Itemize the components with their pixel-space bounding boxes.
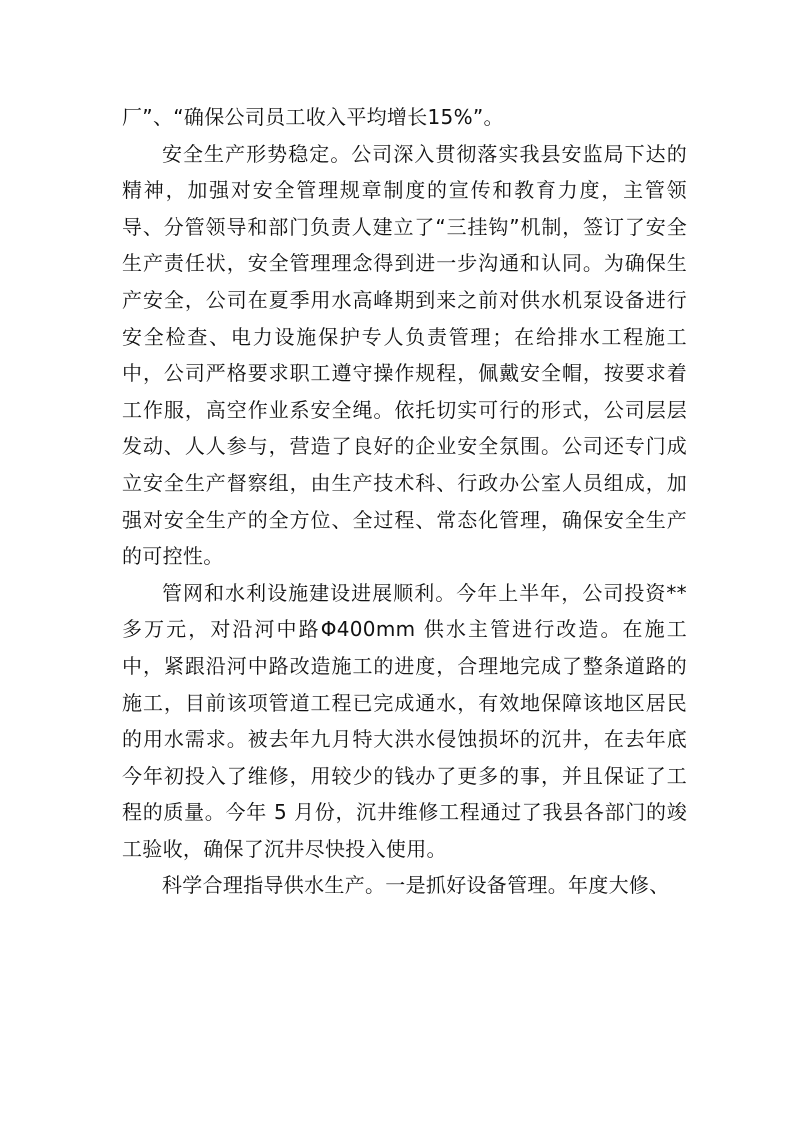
paragraph-water-supply: 科学合理指导供水生产。一是抓好设备管理。年度大修、	[162, 873, 670, 898]
paragraph-continuation: 厂”、“确保公司员工收入平均增长15%”。	[122, 105, 504, 129]
paragraph-safety-production: 安全生产形势稳定。公司深入贯彻落实我县安监局下达的精神，加强对安全管理规章制度的宣传和教育力度，主管领导、分管领导和部门负责人建立了“三挂钩”机制，签订了安全生产责任状，安全管理理念得到进一步沟通和认同。为确保生产安全，公司在夏季用水高峰期到来之前对供水机泵设备进行安全检查、电力设施保护专人负责管理；在给排水工程施工中，公司严格要求职工遵守操作规程，佩戴安全帽，按要求着工作服，高空作业系安全绳。依托切实可行的形式，公司层层发动、人人参与，营造了良好的企业安全氛围。公司还专门成立安全生产督察组，由生产技术科、行政办公室人员组成，加强对安全生产的全方位、全过程、常态化管理，确保安全生产的可控性。	[122, 141, 687, 569]
document-body	[122, 99, 687, 904]
paragraph-pipe-network: 管网和水利设施建设进展顺利。今年上半年，公司投资**多万元，对沿河中路Φ400mm 供水主管进行改造。在施工中，紧跟沿河中路改造施工的进度，合理地完成了整条道路的施工，目前该项管道工程已完成通水，有效地保障该地区居民的用水需求。被去年九月特大洪水侵蚀损坏的沉井，在去年底今年初投入了维修，用较少的钱办了更多的事，并且保证了工程的质量。今年 5 月份，沉井维修工程通过了我县各部门的竣工验收，确保了沉井尽快投入使用。	[122, 580, 687, 861]
